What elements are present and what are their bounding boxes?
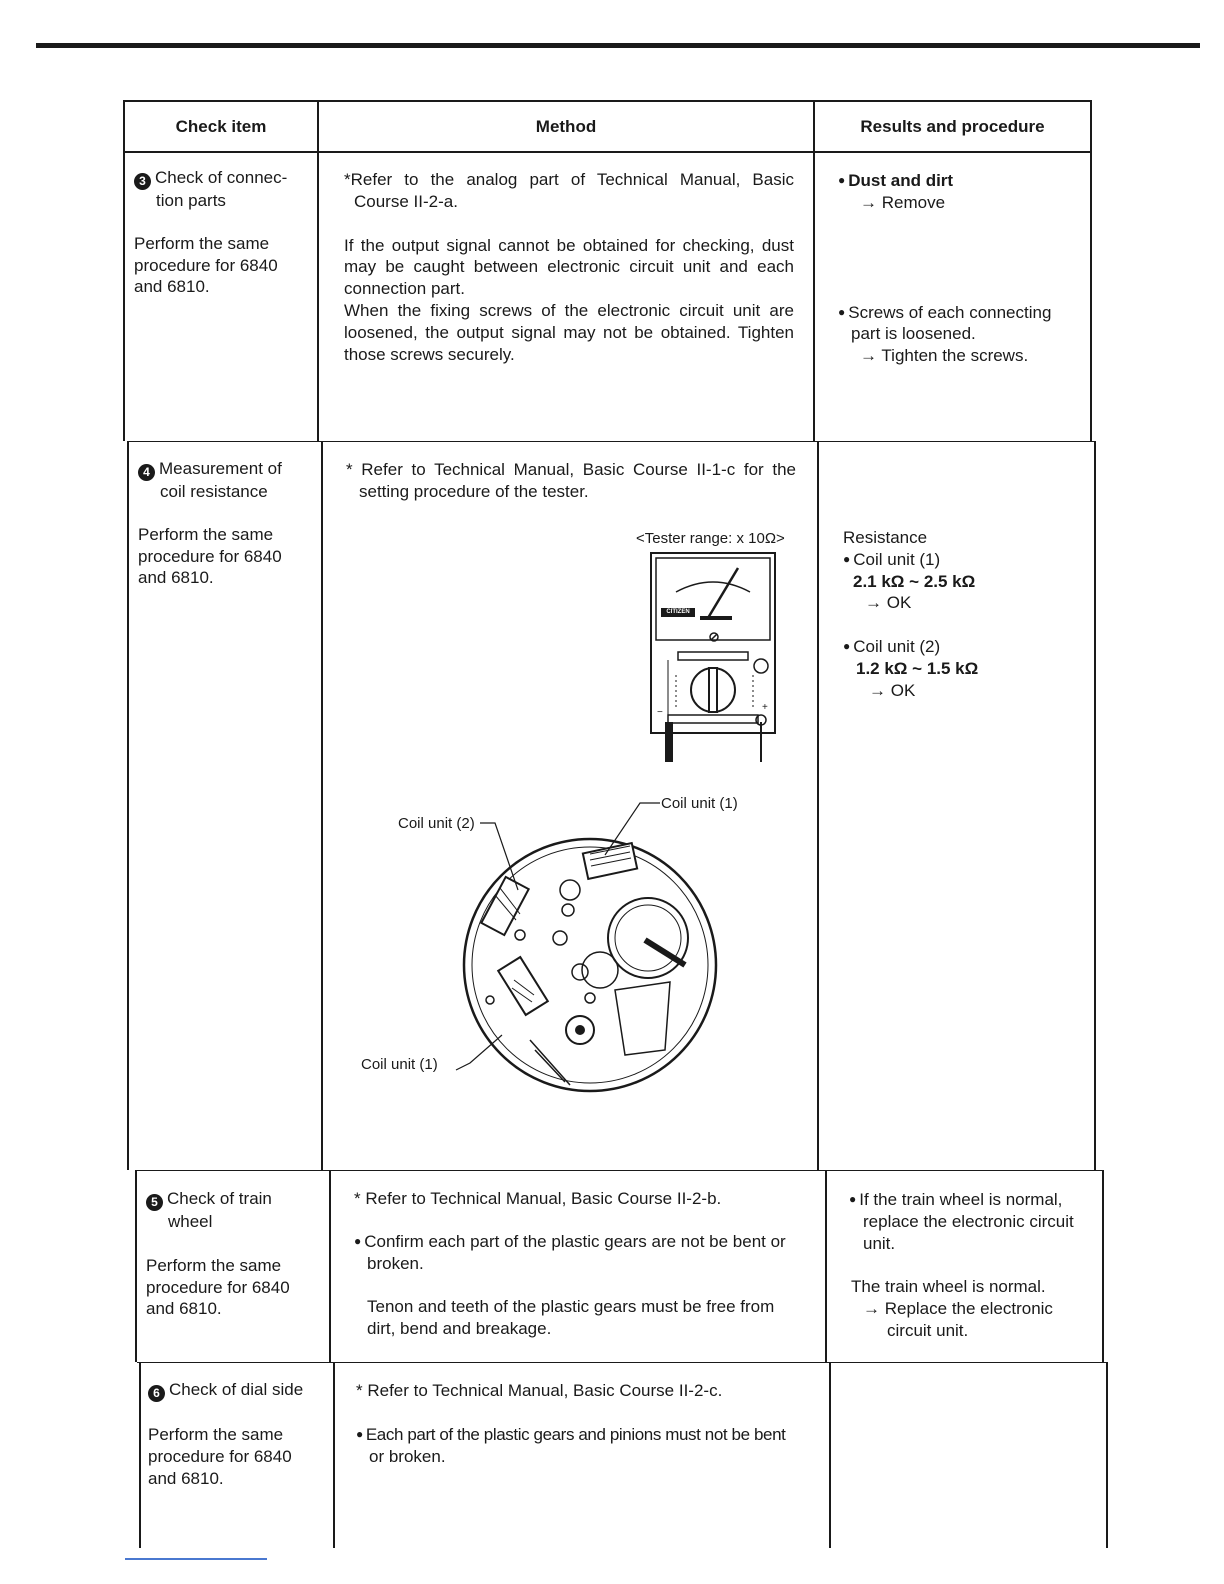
coil-unit-1-top-label: Coil unit (1): [661, 795, 738, 812]
row-divider-3: [137, 1362, 1106, 1363]
left-border-2: [127, 441, 129, 1170]
left-border-1: [123, 100, 125, 441]
coil-unit-2-label: Coil unit (2): [398, 815, 475, 832]
right-border-3: [1102, 1170, 1104, 1362]
step-number-badge: 6: [148, 1385, 165, 1402]
top-rule: [36, 43, 1200, 48]
left-border-4: [139, 1362, 141, 1548]
col-divider-a3: [329, 1170, 331, 1362]
right-border-2: [1094, 441, 1096, 1170]
col-divider-b2: [817, 441, 819, 1170]
step-number-badge: 4: [138, 464, 155, 481]
step-number-badge: 5: [146, 1194, 163, 1211]
method-3: *Refer to the analog part of Technical Manual, Basic Course II-2-a. If the output signal cannot be obtained for checking, dust may be caught between electronic circuit unit and each connection part. When the fixing screws of the electronic circuit unit are loosened, the output signal may not be obtained. Tighten those screws securely.: [344, 170, 794, 364]
col-divider-a4: [333, 1362, 335, 1548]
diagram-leader-lines: [440, 795, 680, 1085]
method-4: * Refer to Technical Manual, Basic Course II-1-c for the setting procedure of the tester.: [346, 460, 796, 501]
header-check-item: Check item: [175, 117, 267, 136]
results-4: Resistance ● Coil unit (1) 2.1 kΩ ~ 2.5 kΩ → OK ● Coil unit (2) 1.2 kΩ ~ 1.5 kΩ → OK: [843, 527, 1083, 702]
results-5: ● If the train wheel is normal, replace the electronic circuit unit. The train wheel is normal. → Replace the electronic circuit unit.: [849, 1189, 1099, 1342]
tester-illustration: [648, 550, 778, 765]
header-method: Method: [535, 117, 597, 136]
col-divider-b1: [813, 100, 815, 441]
tester-range-label: <Tester range: x 10Ω>: [636, 530, 785, 547]
svg-text:−: −: [657, 707, 663, 718]
row-divider-1: [127, 441, 1096, 442]
check-item-4: 4 Measurement of coil resistance Perform the same procedure for 6840 and 6810.: [138, 459, 282, 588]
col-divider-b3: [825, 1170, 827, 1362]
check-item-3: 3 Check of connec- tion parts Perform the same procedure for 6840 and 6810.: [134, 168, 288, 297]
header-results: Results and procedure: [860, 117, 1045, 136]
svg-text:+: +: [762, 702, 768, 713]
right-border-1: [1090, 100, 1092, 441]
results-3: ● Dust and dirt → Remove ● Screws of each connecting part is loosened. → Tighten the screws.: [838, 170, 1088, 367]
col-divider-a2: [321, 441, 323, 1170]
method-6: * Refer to Technical Manual, Basic Course II-2-c. ● Each part of the plastic gears and pinions must not be bent or broken.: [356, 1380, 816, 1467]
left-border-3: [135, 1170, 137, 1362]
header-divider: [123, 151, 1092, 153]
method-5: * Refer to Technical Manual, Basic Course II-2-b. ● Confirm each part of the plastic gears are not be bent or broken. Tenon and teeth of the plastic gears must be free from dirt, bend and breakage.: [354, 1188, 814, 1340]
coil-unit-1-bottom-label: Coil unit (1): [361, 1056, 438, 1073]
col-divider-a1: [317, 100, 319, 441]
col-divider-b4: [829, 1362, 831, 1548]
check-item-5: 5 Check of train wheel Perform the same procedure for 6840 and 6810.: [146, 1189, 290, 1319]
step-number-badge: 3: [134, 173, 151, 190]
row-divider-2: [135, 1170, 1104, 1171]
right-border-4: [1106, 1362, 1108, 1548]
check-item-6: 6 Check of dial side Perform the same procedure for 6840 and 6810.: [148, 1380, 304, 1488]
bottom-link-underline: [125, 1558, 267, 1560]
table-top-border: [123, 100, 1092, 102]
tester-brand-logo: CITIZEN: [661, 608, 695, 617]
